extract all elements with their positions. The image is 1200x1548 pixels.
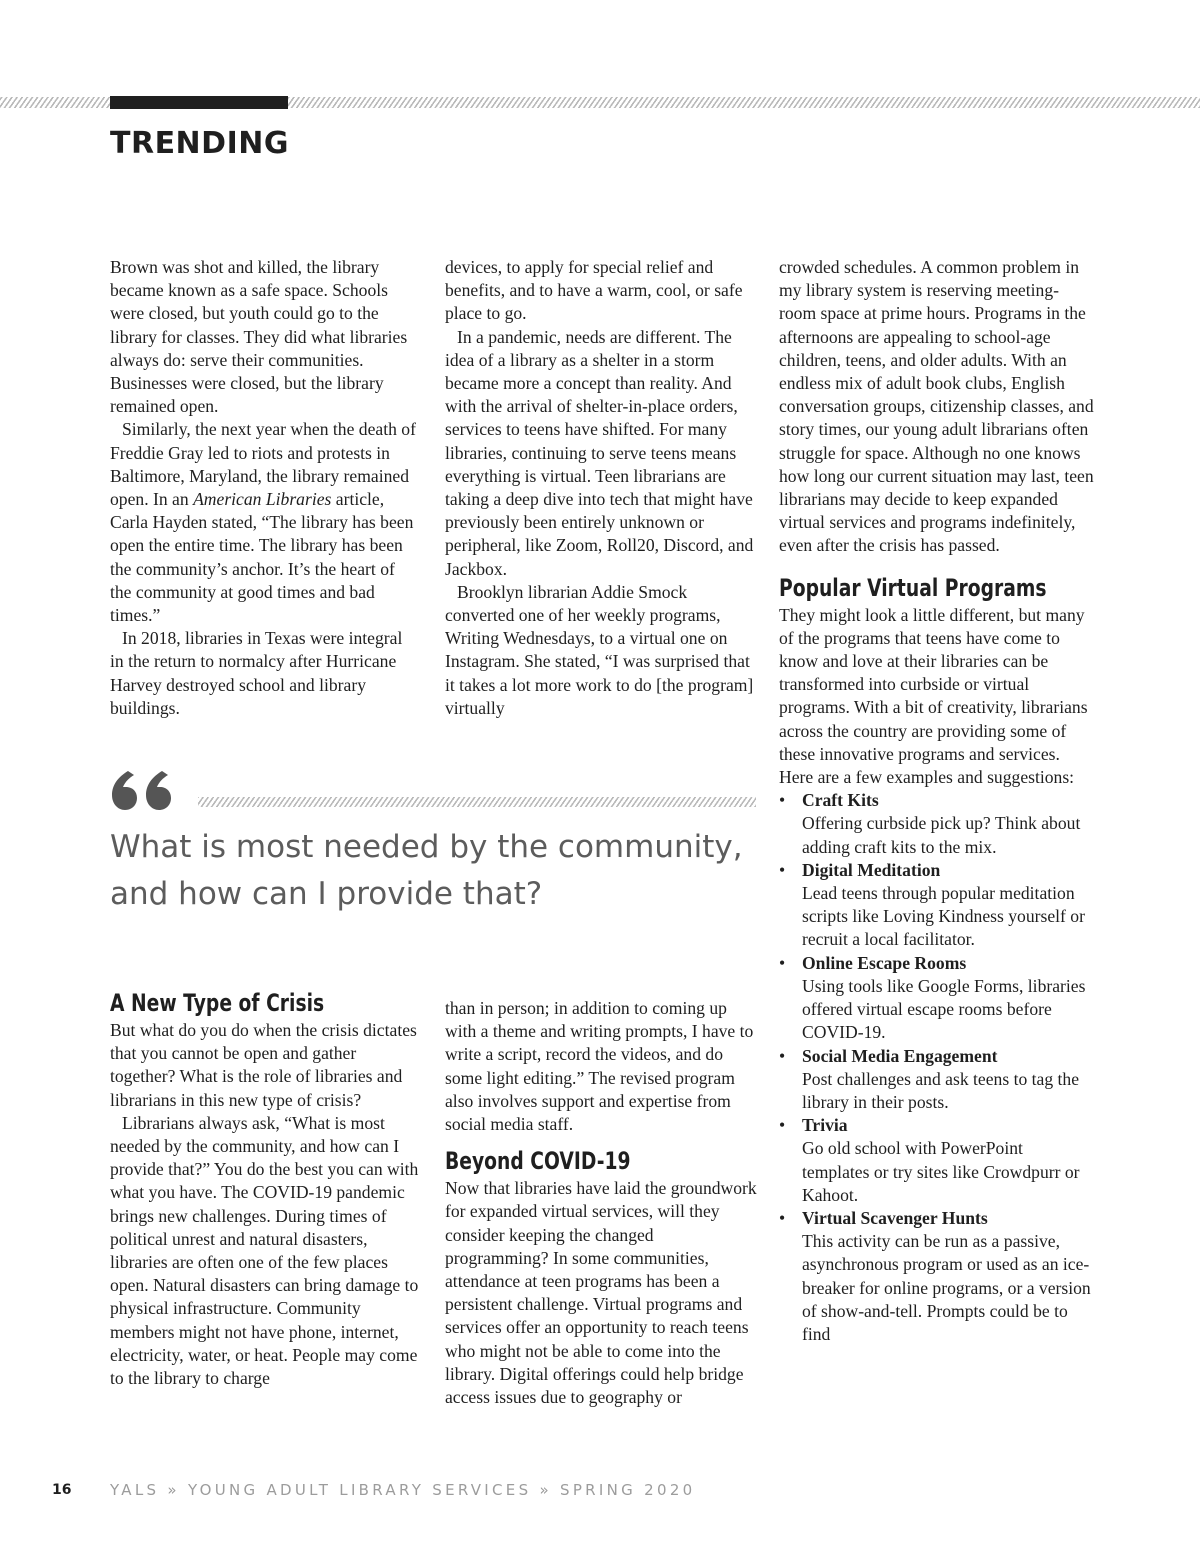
- section-bar: [110, 96, 288, 109]
- subheading: A New Type of Crisis: [110, 989, 325, 1017]
- subheading: Popular Virtual Programs: [779, 573, 1047, 602]
- paragraph: crowded schedules. A common problem in my library system is reserving meeting-room space at prime hours. Programs in the afternoons are appealing to school-age children, teens, and older adults. With an endless mix of adult book clubs, English conversation groups, citizenship classes, and story times, our young adult librarians often struggle for space. Although no one knows how long our current situation may last, teen librarians may decide to keep expanded virtual services and programs indefinitely, even after the crisis has passed.: [779, 257, 1094, 556]
- column-1-bottom: [110, 988, 425, 1390]
- paragraph: Similarly, the next year when the death of Freddie Gray led to riots and protests in Baltimore, Maryland, the library remained open. In an American Libraries article, Carla Hayden stated, “The library has been open the entire time. The library has been the community’s anchor. It’s the heart of the community at good times and bad times.”: [110, 419, 416, 626]
- list-item: • Craft Kits Offering curbside pick up? Think about adding craft kits to the mix.: [779, 789, 1094, 859]
- subheading: Beyond COVID-19: [445, 1147, 631, 1176]
- paragraph: They might look a little different, but many of the programs that teens have come to know and love at their libraries can be transformed into curbside or virtual programs. With a bit of creativity, librarians across the country are providing some of these innovative programs and services. Here are a few examples and suggestions:: [779, 604, 1088, 788]
- quote-mark-icon: [110, 765, 180, 815]
- column-2-top: [445, 256, 760, 720]
- page-footer: [0, 1478, 1200, 1504]
- paragraph: than in person; in addition to coming up with a theme and writing prompts, I have to write a script, record the videos, and do some light editing.” The revised program also involves support and expertise from social media staff.: [445, 998, 754, 1135]
- page-number: 16: [52, 1482, 72, 1498]
- quote-hatch-rule: [198, 797, 756, 807]
- paragraph: Librarians always ask, “What is most needed by the community, and how can I provide that?” You do the best you can with what you have. The COVID-19 pandemic brings new challenges. During times of political unrest and natural disasters, libraries are often one of the few places open. Natural disasters can bring damage to physical infrastructure. Community members might not have phone, internet, electricity, water, or heat. People may come to the library to charge: [110, 1112, 419, 1389]
- list-item: • Trivia Go old school with PowerPoint templates or try sites like Crowdpurr or Kahoot.: [779, 1114, 1094, 1207]
- column-3: [779, 256, 1094, 1346]
- paragraph: In a pandemic, needs are different. The idea of a library as a shelter in a storm became more a concept than reality. And with the arrival of shelter-in-place orders, services to teens have shifted. For many libraries, continuing to serve teens means everything is virtual. Teen librarians are taking a deep dive into tech that might have previously been entirely unknown or peripheral, like Zoom, Roll20, Discord, and Jackbox.: [445, 326, 754, 579]
- paragraph: In 2018, libraries in Texas were integral in the return to normalcy after Hurricane Harvey destroyed school and library buildings.: [110, 628, 403, 718]
- running-head: YALS » YOUNG ADULT LIBRARY SERVICES » SPRING 2020: [110, 1481, 696, 1499]
- pull-quote: What is most needed by the community, and how can I provide that?: [110, 829, 743, 912]
- column-1-top: [110, 256, 420, 720]
- list-item: • Digital Meditation Lead teens through popular meditation scripts like Loving Kindness yourself or recruit a local facilitator.: [779, 859, 1094, 952]
- list-item: • Virtual Scavenger Hunts This activity can be run as a passive, asynchronous program or used as an ice-breaker for online programs, or a version of show-and-tell. Prompts could be to find: [779, 1207, 1094, 1346]
- list-item: • Social Media Engagement Post challenges and ask teens to tag the library in their posts.: [779, 1045, 1094, 1115]
- section-title: TRENDING: [110, 126, 289, 161]
- paragraph: Brooklyn librarian Addie Smock converted one of her weekly programs, Writing Wednesdays, to a virtual one on Instagram. She stated, “I was surprised that it takes a lot more work to do [the program] virtually: [445, 581, 754, 718]
- paragraph: But what do you do when the crisis dictates that you cannot be open and gather together? What is the role of libraries and librarians in this new type of crisis?: [110, 1020, 417, 1110]
- program-list: [779, 789, 1094, 1346]
- column-2-bottom: [445, 997, 760, 1409]
- paragraph: devices, to apply for special relief and benefits, and to have a warm, cool, or safe place to go.: [445, 257, 743, 324]
- paragraph: Now that libraries have laid the groundwork for expanded virtual services, will they consider keeping the changed programming? In some communities, attendance at teen programs has been a persistent challenge. Virtual programs and services offer an opportunity to reach teens who might not be able to come into the library. Digital offerings could help bridge access issues due to geography or: [445, 1178, 757, 1408]
- list-item: • Online Escape Rooms Using tools like Google Forms, libraries offered virtual escape rooms before COVID-19.: [779, 952, 1094, 1045]
- paragraph: Brown was shot and killed, the library became known as a safe space. Schools were closed, but youth could go to the library for classes. They did what libraries always do: serve their communities. Businesses were closed, but the library remained open.: [110, 257, 408, 417]
